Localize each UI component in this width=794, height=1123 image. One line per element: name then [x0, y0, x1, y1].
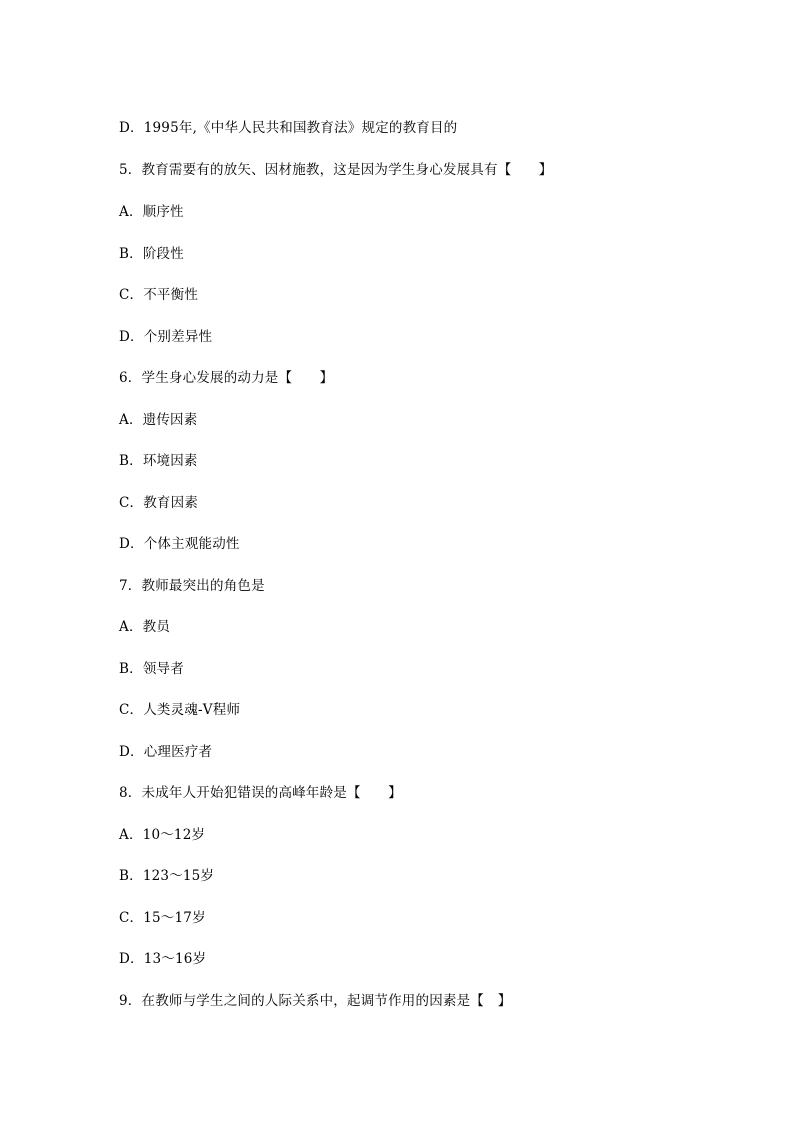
- question-line: 7．教师最突出的角色是: [119, 578, 265, 594]
- option-line: B．阶段性: [119, 246, 184, 262]
- option-line: D．1995年,《中华人民共和国教育法》规定的教育目的: [119, 120, 458, 136]
- question-line: 8．未成年人开始犯错误的高峰年龄是【 】: [119, 785, 402, 801]
- option-line: D．个体主观能动性: [119, 536, 240, 552]
- option-line: B．领导者: [119, 661, 184, 677]
- option-line: C．15～17岁: [119, 910, 206, 926]
- question-line: 5．教育需要有的放矢、因材施教，这是因为学生身心发展具有【 】: [119, 162, 553, 178]
- option-line: A．顺序性: [119, 204, 184, 220]
- option-line: D．13～16岁: [119, 951, 207, 967]
- option-line: A．遗传因素: [119, 412, 198, 428]
- option-line: D．个别差异性: [119, 329, 213, 345]
- question-line: 9．在教师与学生之间的人际关系中，起调节作用的因素是【 】: [119, 993, 512, 1009]
- option-line: D．心理医疗者: [119, 744, 213, 760]
- option-line: C．人类灵魂-V程师: [119, 702, 241, 718]
- option-line: B．123～15岁: [119, 868, 215, 884]
- option-line: B．环境因素: [119, 453, 198, 469]
- option-line: C．不平衡性: [119, 287, 199, 303]
- option-line: A．10～12岁: [119, 827, 206, 843]
- option-line: C．教育因素: [119, 495, 199, 511]
- question-line: 6．学生身心发展的动力是【 】: [119, 370, 334, 386]
- option-line: A．教员: [119, 619, 171, 635]
